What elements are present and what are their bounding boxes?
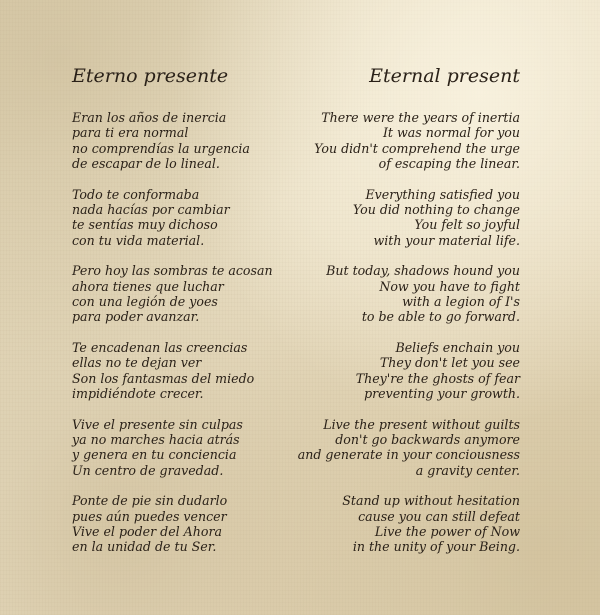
poem-line: of escaping the linear. <box>378 156 520 172</box>
poem-line: impidiéndote crecer. <box>72 386 204 402</box>
poem-line: Un centro de gravedad. <box>72 462 224 478</box>
poem-line: Stand up without hesitation <box>342 493 520 509</box>
poem-line: Ponte de pie sin dudarlo <box>72 493 228 509</box>
english-title: Eternal present <box>369 65 520 87</box>
poem-line: no comprendías la urgencia <box>72 140 250 156</box>
poem-line: Pero hoy las sombras te acosan <box>72 263 273 279</box>
english-stanza-6 <box>250 493 520 555</box>
english-stanza-5 <box>250 417 520 479</box>
poem-line: But today, shadows hound you <box>326 263 520 279</box>
poem-line: de escapar de lo lineal. <box>72 156 220 172</box>
poem-line: Everything satisfied you <box>365 186 520 202</box>
english-stanza-3 <box>250 263 520 325</box>
poem-line: with your material life. <box>373 232 520 248</box>
poem-line: with a legion of I's <box>402 294 520 310</box>
poem-line: con tu vida material. <box>72 232 205 248</box>
poem-line: para ti era normal <box>72 125 189 141</box>
poem-line: Te encadenan las creencias <box>72 339 248 355</box>
poem-line: They don't let you see <box>379 355 520 371</box>
poem-line: pues aún puedes vencer <box>72 508 227 524</box>
poem-line: to be able to go forward. <box>361 309 520 325</box>
poem-line: Live the power of Now <box>374 523 520 539</box>
english-stanza-1 <box>250 110 520 172</box>
poem-line: don't go backwards anymore <box>335 431 520 447</box>
poem-line: nada hacías por cambiar <box>72 202 230 218</box>
poem-line: con una legión de yoes <box>72 294 218 310</box>
poem-line: You felt so joyful <box>414 217 520 233</box>
poem-line: a gravity center. <box>415 462 520 478</box>
poem-line: Todo te conformaba <box>72 186 200 202</box>
poem-line: Vive el presente sin culpas <box>72 416 243 432</box>
poem-line: Vive el poder del Ahora <box>72 523 222 539</box>
poem-line: in the unity of your Being. <box>352 539 520 555</box>
poem-line: Eran los años de inercia <box>72 110 227 125</box>
english-column <box>250 62 520 570</box>
poem-line: preventing your growth. <box>364 386 520 402</box>
poem-line: ya no marches hacia atrás <box>72 431 240 447</box>
english-stanza-4 <box>250 340 520 402</box>
poem-line: You didn't comprehend the urge <box>314 140 520 156</box>
poem-line: ellas no te dejan ver <box>72 355 202 371</box>
poem-line: cause you can still defeat <box>358 508 520 524</box>
poem-line: ahora tienes que luchar <box>72 278 224 294</box>
poem-line: para poder avanzar. <box>72 309 200 325</box>
poem-line: It was normal for you <box>382 125 520 141</box>
poem-line: te sentías muy dichoso <box>72 217 218 233</box>
poem-line: y genera en tu conciencia <box>72 447 237 463</box>
poem-line: You did nothing to change <box>352 202 520 218</box>
spanish-title: Eterno presente <box>72 65 229 87</box>
poem-line: en la unidad de tu Ser. <box>72 539 217 555</box>
poem-line: Son los fantasmas del miedo <box>72 370 255 386</box>
poem-line: Now you have to fight <box>379 278 520 294</box>
poem-line: and generate in your conciousness <box>297 447 520 463</box>
english-stanza-2 <box>250 187 520 249</box>
poem-line: They're the ghosts of fear <box>355 370 520 386</box>
poem-line: Live the present without guilts <box>323 416 520 432</box>
poem-line: There were the years of inertia <box>321 110 520 125</box>
poem-line: Beliefs enchain you <box>395 339 520 355</box>
